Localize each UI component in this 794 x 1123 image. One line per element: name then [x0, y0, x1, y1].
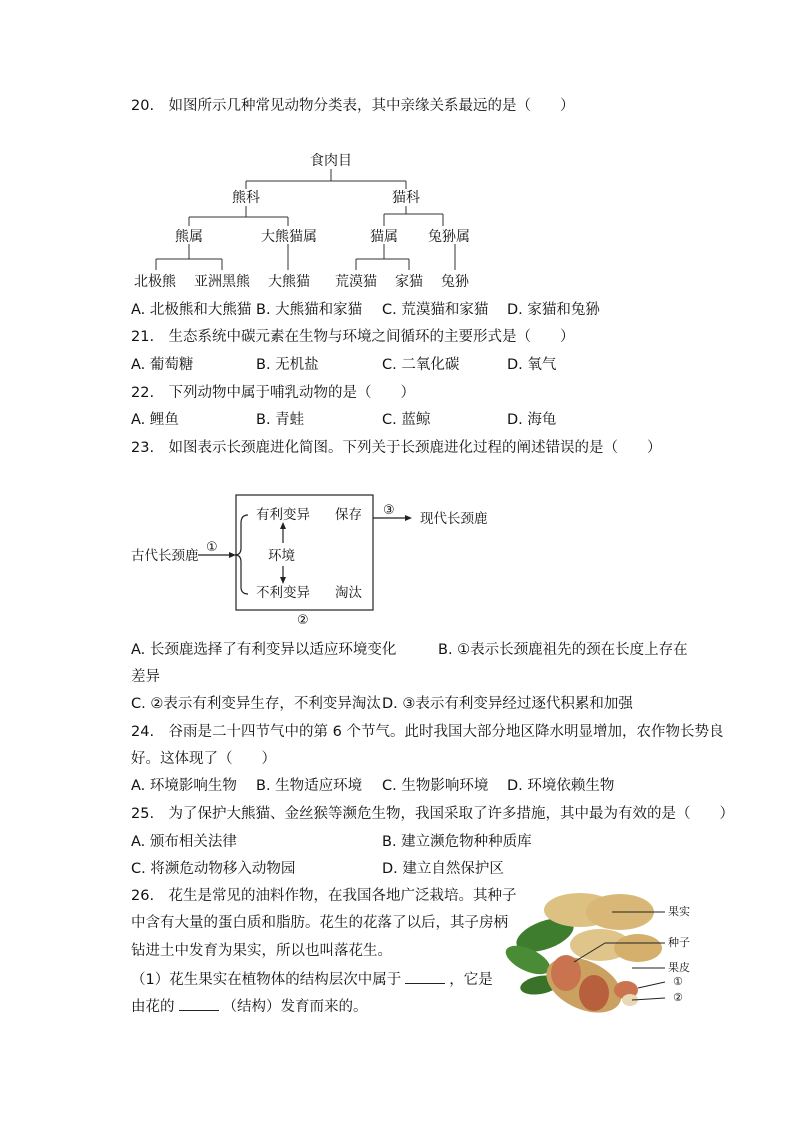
q26-stem-line3: 钻进土中发育为果实，所以也叫落花生。 — [131, 943, 392, 959]
q23-option-c: C. ②表示有利变异生存，不利变异淘汰 — [131, 696, 381, 712]
tree-genus-panda: 大熊猫属 — [261, 229, 317, 245]
q26-sub1-text-a: （1）花生果实在植物体的结构层次中属于 — [131, 972, 402, 988]
peanut-label-1: ① — [673, 975, 683, 988]
q24-option-a: A. 环境影响生物 — [131, 778, 237, 794]
q21-option-b: B. 无机盐 — [256, 357, 319, 373]
q23-option-b: B. ①表示长颈鹿祖先的颈在长度上存在 — [438, 642, 688, 658]
q26-sub2-text-a: 由花的 — [131, 999, 175, 1015]
evo-ancient-giraffe: 古代长颈鹿 — [131, 548, 199, 564]
evo-favorable-variation: 有利变异 — [256, 507, 310, 523]
evo-preserve: 保存 — [335, 507, 362, 523]
tree-species-giant-panda: 大熊猫 — [268, 274, 310, 290]
q21-option-d: D. 氧气 — [507, 357, 557, 373]
q21-stem: 21. 生态系统中碳元素在生物与环境之间循环的主要形式是（ ） — [131, 329, 575, 345]
q26-stem-line2: 中含有大量的蛋白质和脂肪。花生的花落了以后，其子房柄 — [131, 915, 508, 931]
peanut-label-pericarp: 果皮 — [668, 961, 690, 974]
q22-option-c: C. 蓝鲸 — [382, 412, 431, 428]
evo-mark-2: ② — [297, 613, 309, 628]
q26-stem-line1: 26. 花生是常见的油料作物，在我国各地广泛栽培。其种子 — [131, 888, 517, 904]
tree-species-polar-bear: 北极熊 — [134, 274, 176, 290]
tree-genus-otocolobus: 兔狲属 — [428, 229, 470, 245]
q20-option-a: A. 北极熊和大熊猫 — [131, 302, 252, 318]
q26-sub1-text-b: ，它是 — [449, 972, 493, 988]
q20-option-c: C. 荒漠猫和家猫 — [382, 302, 489, 318]
q20-option-b: B. 大熊猫和家猫 — [256, 302, 363, 318]
q25-option-c: C. 将濒危动物移入动物园 — [131, 861, 296, 877]
q25-option-d: D. 建立自然保护区 — [382, 861, 504, 877]
evo-mark-3: ③ — [383, 503, 395, 518]
peanut-label-fruit: 果实 — [668, 905, 690, 918]
q23-option-d: D. ③表示有利变异经过逐代积累和加强 — [382, 696, 633, 712]
tree-genus-felis: 猫属 — [370, 229, 398, 245]
q24-stem: 24. 谷雨是二十四节气中的第 6 个节气。此时我国大部分地区降水明显增加，农作物长势良 — [131, 724, 724, 740]
tree-species-desert-cat: 荒漠猫 — [335, 274, 377, 290]
tree-family-cat: 猫科 — [392, 190, 420, 206]
tree-species-asian-black-bear: 亚洲黑熊 — [194, 274, 250, 290]
q24-option-d: D. 环境依赖生物 — [507, 778, 615, 794]
tree-family-bear: 熊科 — [232, 190, 260, 206]
q23-stem: 23. 如图表示长颈鹿进化简图。下列关于长颈鹿进化过程的阐述错误的是（ ） — [131, 440, 662, 456]
q23-option-a: A. 长颈鹿选择了有利变异以适应环境变化 — [131, 642, 397, 658]
q20-option-d: D. 家猫和兔狲 — [507, 302, 600, 318]
evo-modern-giraffe: 现代长颈鹿 — [420, 511, 488, 527]
q21-option-a: A. 葡萄糖 — [131, 357, 194, 373]
peanut-label-seed: 种子 — [668, 936, 690, 949]
q26-sub2-text-b: （结构）发育而来的。 — [222, 999, 368, 1015]
tree-root-order: 食肉目 — [310, 153, 352, 169]
q23-option-b-cont: 差异 — [131, 669, 160, 685]
q21-option-c: C. 二氧化碳 — [382, 357, 460, 373]
q22-stem: 22. 下列动物中属于哺乳动物的是（ ） — [131, 385, 416, 401]
q25-option-b: B. 建立濒危物种种质库 — [382, 834, 532, 850]
tree-genus-ursus: 熊属 — [175, 229, 203, 245]
q25-option-a: A. 颁布相关法律 — [131, 834, 237, 850]
evo-environment: 环境 — [268, 548, 295, 564]
q24-option-c: C. 生物影响环境 — [382, 778, 489, 794]
evo-unfavorable-variation: 不利变异 — [256, 585, 310, 601]
q22-option-b: B. 青蛙 — [256, 412, 305, 428]
q24-option-b: B. 生物适应环境 — [256, 778, 363, 794]
q22-option-a: A. 鲤鱼 — [131, 412, 179, 428]
q25-stem: 25. 为了保护大熊猫、金丝猴等濒危生物，我国采取了许多措施，其中最为有效的是（ ） — [131, 806, 735, 822]
evo-mark-1: ① — [206, 540, 218, 555]
evo-eliminate: 淘汰 — [335, 585, 362, 601]
peanut-label-2: ② — [673, 991, 683, 1004]
q20-stem: 20. 如图所示几种常见动物分类表，其中亲缘关系最远的是（ ） — [131, 98, 575, 114]
q22-option-d: D. 海龟 — [507, 412, 557, 428]
tree-species-domestic-cat: 家猫 — [395, 274, 423, 290]
tree-species-pallas-cat: 兔狲 — [441, 274, 469, 290]
q24-stem-cont: 好。这体现了（ ） — [131, 751, 276, 767]
